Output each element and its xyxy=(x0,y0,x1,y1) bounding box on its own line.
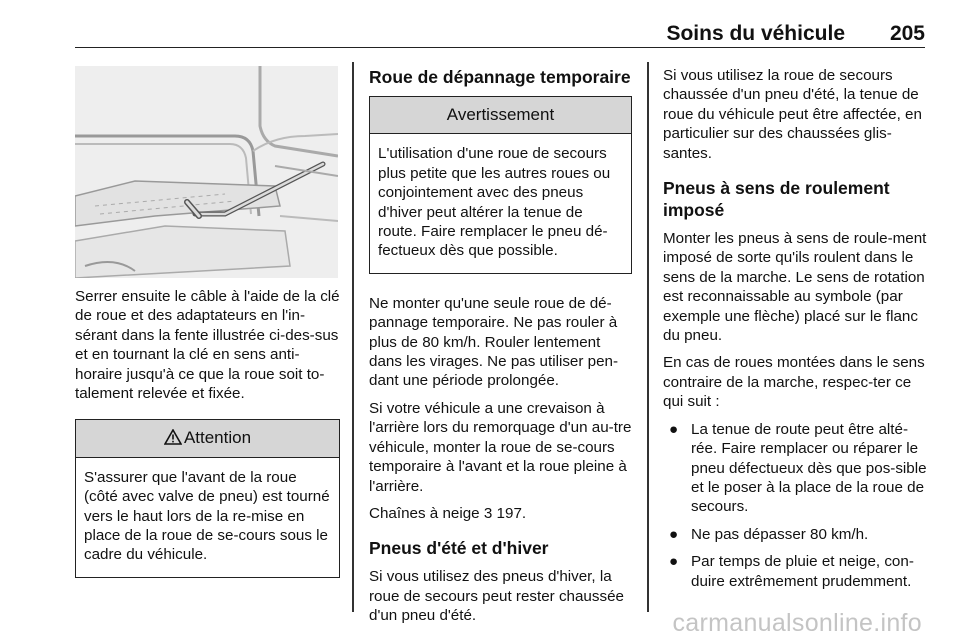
list-item: ● La tenue de route peut être alté-rée. Faire remplacer ou réparer le pneu défectueux dès que pos-sible et le poser à la place de la roue de secours. xyxy=(669,420,927,516)
spare-wheel-illustration xyxy=(75,66,338,278)
attention-body: S'assurer que l'avant de la roue (côté avec valve de pneu) est tourné vers le haut lors de la re-mise en place de la roue de se-cours sous le cadre du véhicule. xyxy=(84,468,330,564)
attention-title-text: Attention xyxy=(183,428,252,448)
directional-tires-heading: Pneus à sens de roulement imposé xyxy=(663,178,890,221)
bullet-icon: ● xyxy=(669,553,679,571)
column-1 xyxy=(75,287,340,592)
watermark: carmanualsonline.info xyxy=(672,609,922,637)
reverse-mount-paragraph: En cas de roues montées dans le sens contraire de la marche, respec-ter ce qui suit : xyxy=(663,354,925,411)
list-item: ● Ne pas dépasser 80 km/h. xyxy=(669,525,869,543)
directional-mount-paragraph: Monter les pneus à sens de roule-ment imposé de sorte qu'ils roulent dans le sens de la marche. Le sens de rotation est reconnaissable au symbole (par exemple une flèche) placé sur le flanc du pneu. xyxy=(663,230,927,345)
attention-box xyxy=(75,419,340,577)
intro-paragraph: Serrer ensuite le câble à l'aide de la clé de roue et des adaptateurs en l'in-sérant dans la fente illustrée ci-des-sus et en tournant la clé en sens anti-horaire jusqu'à ce que la roue soit to-talement relevée et fixée. xyxy=(75,288,340,403)
column-2 xyxy=(369,66,632,634)
column-3 xyxy=(663,66,927,599)
section-title: Soins du véhicule xyxy=(666,22,845,45)
page-header xyxy=(75,0,925,48)
snow-chains-page-link[interactable]: 197. xyxy=(496,504,527,522)
warning-body: L'utilisation d'une roue de secours plus petite que les autres roues ou conjointement avec des pneus d'hiver peut altérer la tenue de route. Faire remplacer le pneu dé-fectueux dès que possible. xyxy=(378,145,611,260)
warning-box xyxy=(369,96,632,274)
column-divider-left xyxy=(352,62,354,612)
summer-winter-tires-heading: Pneus d'été et d'hiver xyxy=(369,538,549,559)
list-item: ● Par temps de pluie et neige, con-duire extrêmement prudemment. xyxy=(669,553,914,590)
page-number: 205 xyxy=(889,22,925,45)
wheel-wrench-drawing xyxy=(75,66,338,278)
reverse-mount-bullets xyxy=(663,420,927,591)
warning-triangle-icon xyxy=(164,429,182,445)
spare-wheel-heading: Roue de dépannage temporaire xyxy=(369,67,631,87)
towing-paragraph: Si votre véhicule a une crevaison à l'arrière lors du remorquage d'un au-tre véhicule, monter la roue de se-cours temporaire à l'avant et la roue pleine à l'arrière. xyxy=(369,399,632,495)
warning-title: Avertissement xyxy=(370,97,631,134)
bullet-icon: ● xyxy=(669,525,679,543)
snow-chains-text: Chaînes à neige xyxy=(369,504,480,522)
winter-tires-paragraph: Si vous utilisez des pneus d'hiver, la roue de secours peut rester chaussée d'un pneu d'été. xyxy=(369,568,624,625)
page-reference-arrow: 3 xyxy=(483,504,493,522)
temporary-wheel-paragraph: Ne monter qu'une seule roue de dé-pannage temporaire. Ne pas rouler à plus de 80 km/h. Rouler lentement dans les virages. Ne pas utiliser pen-dant une période prolongée. xyxy=(369,294,619,390)
summer-tire-paragraph: Si vous utilisez la roue de secours chaussée d'un pneu d'été, la tenue de roue du véhicule peut être affectée, en particulier sur des chaussées glis-santes. xyxy=(663,67,922,162)
attention-title xyxy=(76,420,339,457)
snow-chains-reference xyxy=(369,504,632,523)
bullet-icon: ● xyxy=(669,420,679,438)
column-divider-right xyxy=(647,62,649,612)
